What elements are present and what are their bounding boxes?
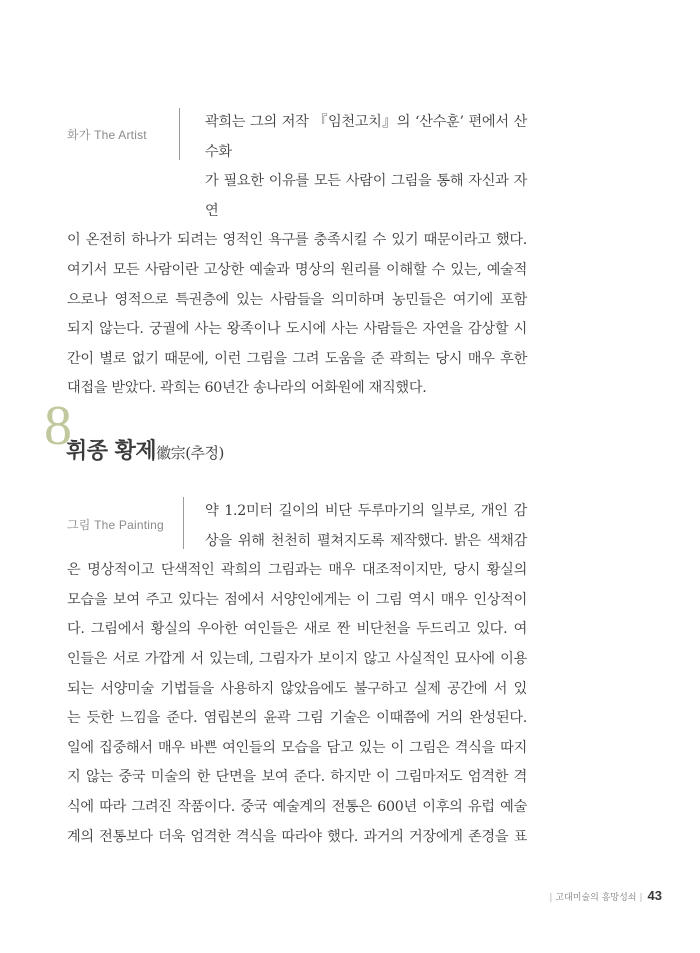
text-line: 다. 그림에서 황실의 우아한 여인들은 새로 짠 비단천을 두드리고 있다. 여 [67,621,527,638]
text-line: 되지 않는다. 궁궐에 사는 왕족이나 도시에 사는 사람들은 자연을 감상할 시 [67,321,527,338]
text-line: 이 온전히 하나가 되려는 영적인 욕구를 충족시킬 수 있기 때문이라고 했다. [67,232,527,249]
text-line: 은 명상적이고 단색적인 곽희의 그림과는 매우 대조적이지만, 당시 황실의 [67,562,527,579]
page-number: 43 [647,888,662,903]
artist-paragraph [67,108,527,404]
footer-divider: | [639,893,643,903]
section-number: 8 [44,395,72,457]
text-line: 여기서 모든 사람이란 고상한 예술과 명상의 원리를 이해할 수 있는, 예술적 [67,261,527,278]
running-title: 고대미술의 흥망성쇠 [555,893,637,903]
text-line: 는 듯한 느낌을 준다. 염립본의 윤곽 그림 기술은 이때쯤에 거의 완성된다. [67,710,527,727]
text-line: 곽희는 그의 저작 『임천고치』의 ‘산수훈’ 편에서 산수화 [205,114,527,160]
section-title-note: (추정) [185,444,224,462]
painting-paragraph [67,497,527,852]
text-line: 모습을 보여 주고 있다는 점에서 서양인에게는 이 그림 역시 매우 인상적이 [67,591,527,608]
text-line: 식에 따라 그려진 작품이다. 중국 예술계의 전통은 600년 이후의 유럽 예술 [67,798,527,815]
painting-label: 그림 The Painting [67,518,164,532]
text-line: 대접을 받았다. 곽희는 60년간 송나라의 어화원에 재직했다. [67,380,427,397]
text-line: 가 필요한 이유를 모든 사람이 그림을 통해 자신과 자연 [205,173,527,219]
text-line: 일에 집중해서 매우 바쁜 여인들의 모습을 담고 있는 이 그림은 격식을 따지 [67,739,527,756]
text-line: 으로나 영적으로 특권층에 있는 사람들을 의미하며 농민들은 여기에 포함 [67,291,527,308]
page-footer [546,888,662,903]
text-line: 간이 별로 없기 때문에, 이런 그림을 그려 도움을 준 곽희는 당시 매우 후한 [67,350,527,367]
text-line: 계의 전통보다 더욱 엄격한 격식을 따라야 했다. 과거의 거장에게 존경을 표 [67,828,527,845]
text-line: 지 않는 중국 미술의 한 단면을 보여 준다. 하지만 이 그림마저도 엄격한 격 [67,769,527,786]
text-line: 되는 서양미술 기법들을 사용하지 않았음에도 불구하고 실제 공간에 서 있 [67,680,527,697]
section-heading [44,395,444,468]
artist-label: 화가 The Artist [67,128,147,142]
section-title-korean: 휘종 황제 [66,439,157,464]
text-line: 인들은 서로 가깝게 서 있는데, 그림자가 보이지 않고 사실적인 묘사에 이용 [67,650,527,667]
section-title-hanja: 徽宗 [156,444,186,462]
text-line: 상을 위해 천천히 펼쳐지도록 제작했다. 밝은 색채감 [205,532,527,549]
section-title [66,434,224,465]
text-line: 약 1.2미터 길이의 비단 두루마기의 일부로, 개인 감 [205,503,527,519]
footer-divider: | [549,893,553,903]
